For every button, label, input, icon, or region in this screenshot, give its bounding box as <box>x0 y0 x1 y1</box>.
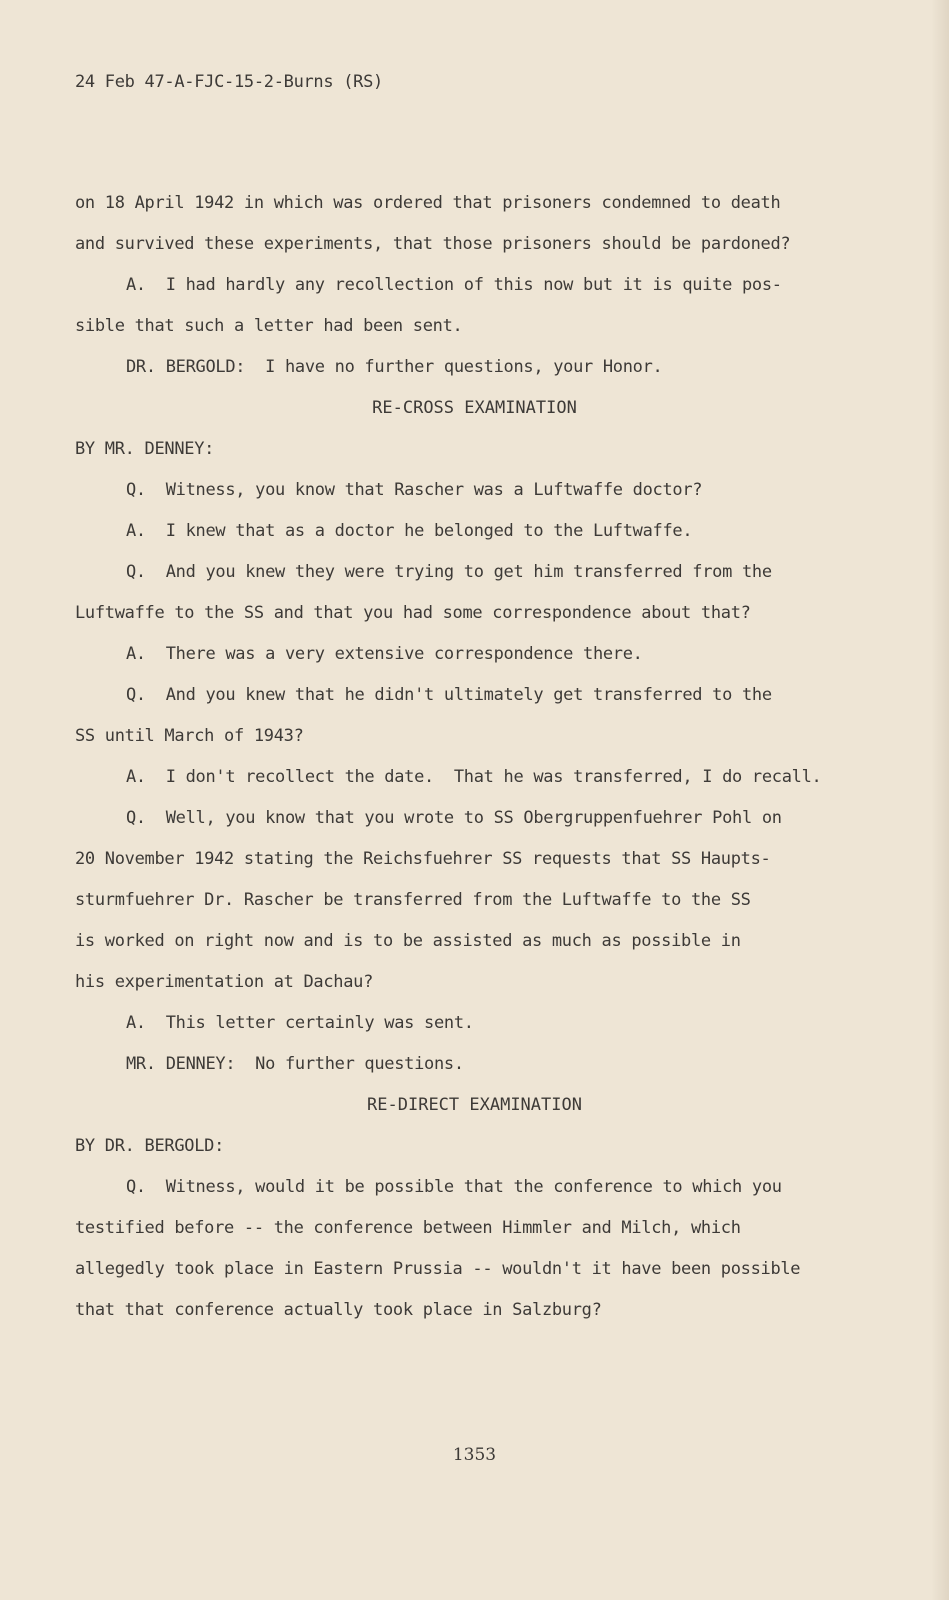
text-line-12: that that conference actually took place in Salzburg? <box>75 1300 602 1320</box>
text-line-1: on 18 April 1942 in which was ordered that prisoners condemned to death <box>75 193 781 213</box>
speaker-line-bergold: DR. BERGOLD: I have no further questions, your Honor. <box>126 357 663 377</box>
text-line-5: SS until March of 1943? <box>75 726 304 746</box>
examiner-line-denney: BY MR. DENNEY: <box>75 439 215 459</box>
section-heading-redirect: RE-DIRECT EXAMINATION <box>367 1095 582 1115</box>
text-line-9: his experimentation at Dachau? <box>75 972 374 992</box>
page-number: 1353 <box>452 1445 497 1465</box>
examiner-line-bergold: BY DR. BERGOLD: <box>75 1136 225 1156</box>
answer-line-1: A. I had hardly any recollection of this now but it is quite pos- <box>126 275 782 295</box>
question-line-4: Q. Well, you know that you wrote to SS Obergruppenfuehrer Pohl on <box>126 808 782 828</box>
answer-line-5: A. This letter certainly was sent. <box>126 1013 474 1033</box>
question-line-3: Q. And you knew that he didn't ultimately get transferred to the <box>126 685 772 705</box>
answer-line-3: A. There was a very extensive correspondence there. <box>126 644 643 664</box>
page-edge-shadow <box>931 0 949 1600</box>
text-line-4: Luftwaffe to the SS and that you had some correspondence about that? <box>75 603 751 623</box>
question-line-1: Q. Witness, you know that Rascher was a Luftwaffe doctor? <box>126 480 703 500</box>
page-header: 24 Feb 47-A-FJC-15-2-Burns (RS) <box>75 72 383 92</box>
text-line-10: testified before -- the conference between Himmler and Milch, which <box>75 1218 741 1238</box>
text-line-8: is worked on right now and is to be assisted as much as possible in <box>75 931 741 951</box>
text-line-2: and survived these experiments, that those prisoners should be pardoned? <box>75 234 791 254</box>
section-heading-recross: RE-CROSS EXAMINATION <box>372 398 577 418</box>
question-line-5: Q. Witness, would it be possible that the conference to which you <box>126 1177 782 1197</box>
text-line-6: 20 November 1942 stating the Reichsfuehrer SS requests that SS Haupts- <box>75 849 771 869</box>
speaker-line-denney: MR. DENNEY: No further questions. <box>126 1054 464 1074</box>
text-line-11: allegedly took place in Eastern Prussia -- wouldn't it have been possible <box>75 1259 801 1279</box>
text-line-3: sible that such a letter had been sent. <box>75 316 463 336</box>
answer-line-4: A. I don't recollect the date. That he was transferred, I do recall. <box>126 767 822 787</box>
text-line-7: sturmfuehrer Dr. Rascher be transferred from the Luftwaffe to the SS <box>75 890 751 910</box>
answer-line-2: A. I knew that as a doctor he belonged to the Luftwaffe. <box>126 521 693 541</box>
question-line-2: Q. And you knew they were trying to get him transferred from the <box>126 562 772 582</box>
